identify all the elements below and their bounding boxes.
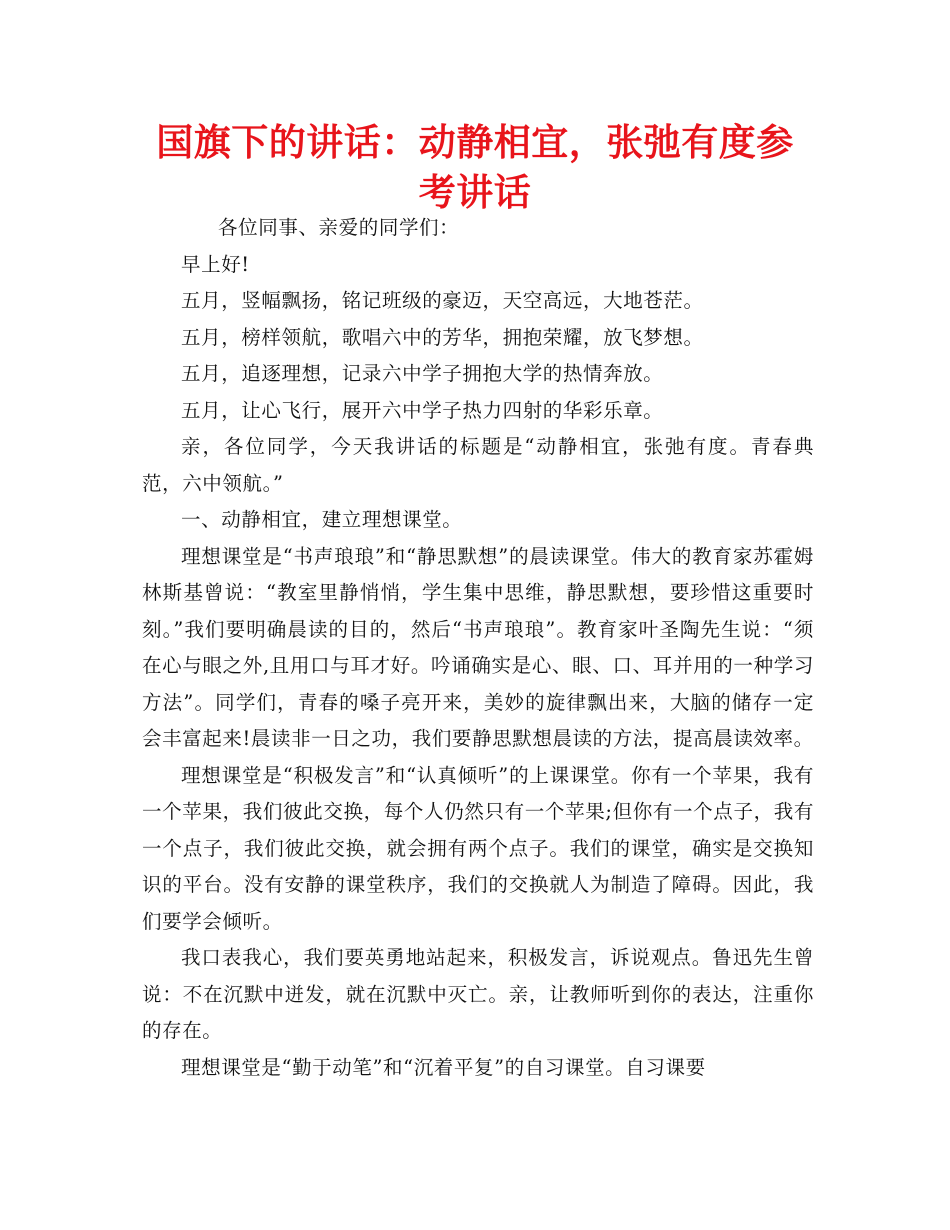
- paragraph: 我口表我心，我们要英勇地站起来，积极发言，诉说观点。鲁迅先生曾说：不在沉默中迸发，就在沉默中灭亡。亲，让教师听到你的表达，注重你的存在。: [142, 946, 814, 1042]
- document-title: 国旗下的讲话：动静相宜，张弛有度参考讲话: [156, 121, 794, 214]
- paragraph: 理想课堂是“勤于动笔”和“沉着平复”的自习课堂。自习课要: [181, 1055, 706, 1079]
- greeting: 早上好!: [181, 252, 250, 276]
- salutation: 各位同事、亲爱的同学们：: [218, 216, 460, 239]
- paragraph: 理想课堂是“积极发言”和“认真倾听”的上课课堂。你有一个苹果，我有一个苹果，我们彼此交换，每个人仍然只有一个苹果;但你有一个点子，我有一个点子，我们彼此交换，就会拥有两个点子。我们的课堂，确实是交换知识的平台。没有安静的课堂秩序，我们的交换就人为制造了障碍。因此，我们要学会倾听。: [142, 763, 814, 933]
- section-heading: 一、动静相宜，建立理想课堂。: [181, 508, 463, 531]
- document-body: [142, 210, 814, 1086]
- paragraph: 五月，让心飞行，展开六中学子热力四射的华彩乐章。: [181, 398, 664, 422]
- paragraph: 五月，竖幅飘扬，铭记班级的豪迈，天空高远，大地苍茫。: [181, 289, 704, 312]
- paragraph: 亲，各位同学，今天我讲话的标题是“动静相宜，张弛有度。青春典范，六中领航。”: [142, 435, 814, 495]
- paragraph: 理想课堂是“书声琅琅”和“静思默想”的晨读课堂。伟大的教育家苏霍姆林斯基曾说：“教室里静悄悄，学生集中思维，静思默想，要珍惜这重要时刻。”我们要明确晨读的目的，然后“书声琅琅”。教育家叶圣陶先生说：“须在心与眼之外,且用口与耳才好。吟诵确实是心、眼、口、耳并用的一种学习方法”。同学们，青春的嗓子亮开来，美妙的旋律飘出来，大脑的储存一定会丰富起来!晨读非一日之功，我们要静思默想晨读的方法，提高晨读效率。: [142, 544, 814, 750]
- paragraph: 五月，榜样领航，歌唱六中的芳华，拥抱荣耀，放飞梦想。: [181, 325, 704, 349]
- paragraph: 五月，追逐理想，记录六中学子拥抱大学的热情奔放。: [181, 362, 664, 385]
